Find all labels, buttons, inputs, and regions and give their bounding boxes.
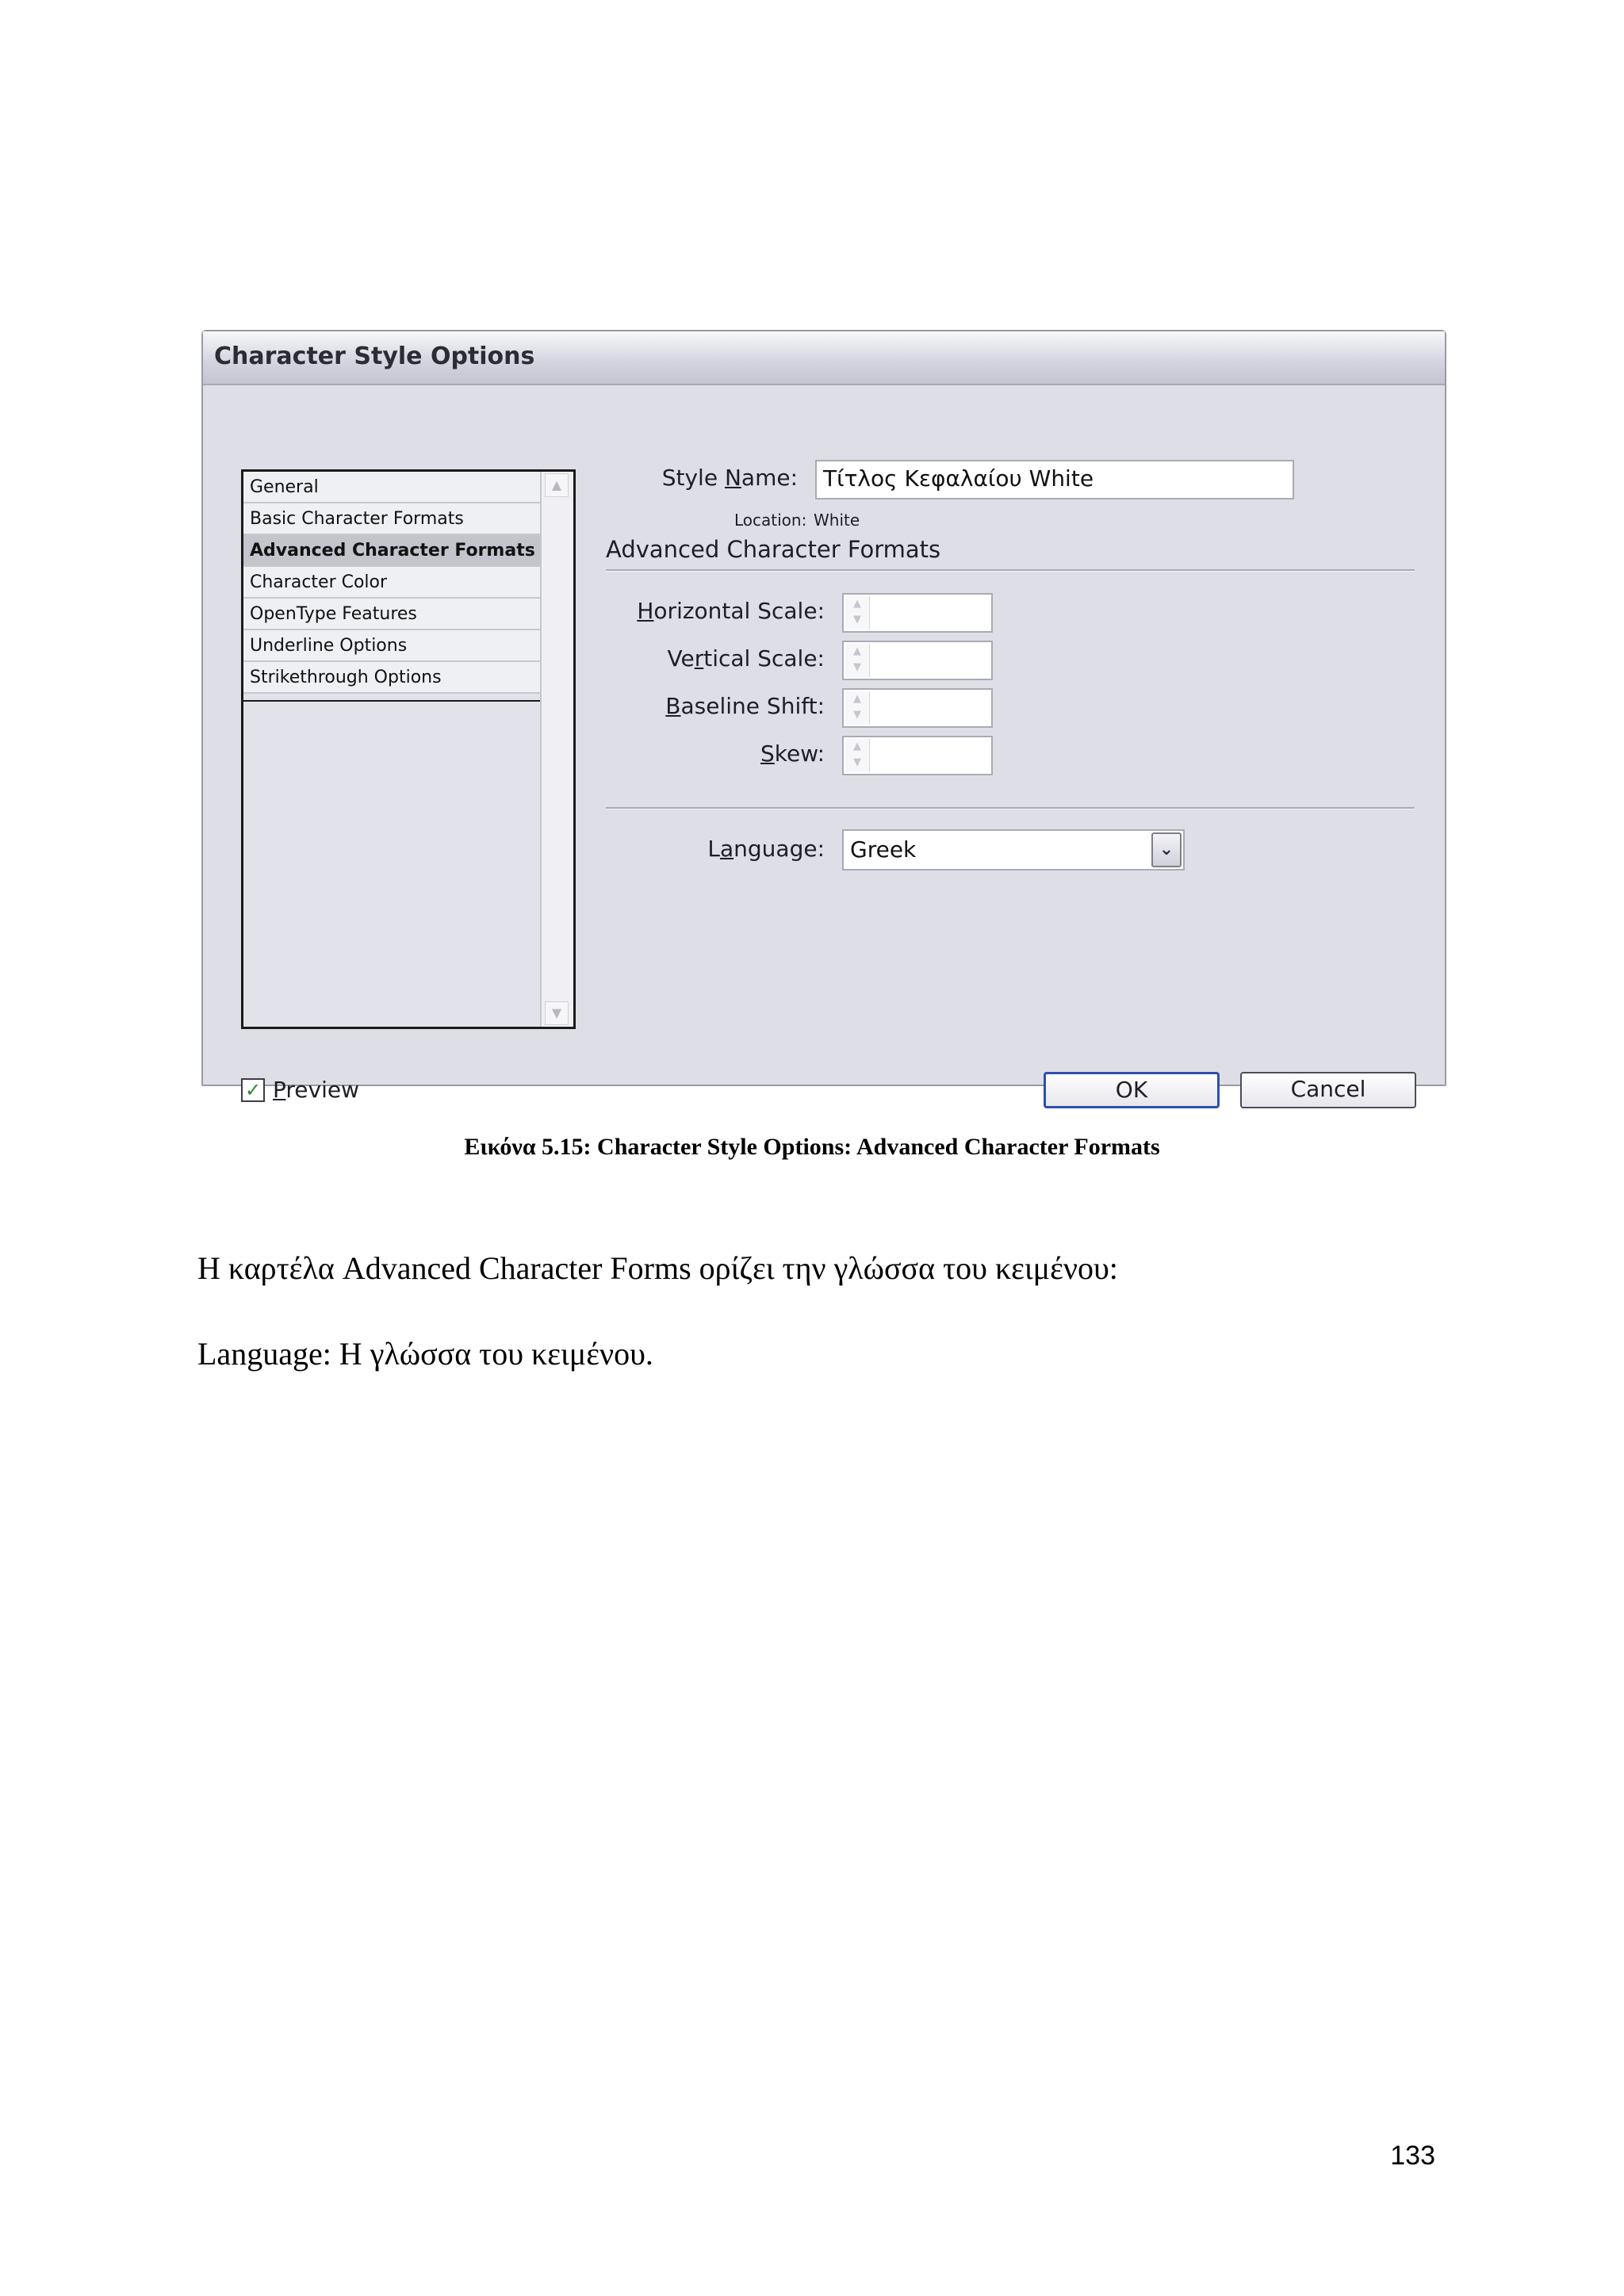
language-divider [606,807,1415,809]
category-list-empty-area [243,700,545,1027]
category-list [241,469,576,1029]
figure-caption: Εικόνα 5.15: Character Style Options: Advanced Character Formats [464,1134,1160,1160]
language-select[interactable] [842,829,1185,871]
chevron-down-icon[interactable]: ⌄ [1151,832,1182,867]
location-value: White [814,511,860,530]
spinner-arrows-icon[interactable]: ▲ ▼ [845,644,870,677]
vertical-scale-label: Vertical Scale: [667,645,825,672]
category-item[interactable]: Underline Options [243,630,545,662]
dialog-body [208,385,1440,1103]
scroll-up-icon[interactable]: ▲ [545,473,569,497]
vertical-scale-input[interactable] [842,641,993,680]
scroll-down-icon[interactable]: ▼ [545,1001,569,1025]
section-title: Advanced Character Formats [606,536,941,563]
cancel-button[interactable]: Cancel [1240,1072,1416,1108]
category-item[interactable]: Advanced Character Formats [243,535,545,567]
language-label: Language: [707,836,825,862]
section-divider [606,569,1415,572]
preview-checkbox[interactable]: ✓ [241,1078,265,1102]
ok-button[interactable]: OK [1044,1072,1220,1108]
style-name-label: Style Name: [661,465,798,491]
category-item[interactable]: OpenType Features [243,599,545,630]
horizontal-scale-input[interactable] [842,593,993,633]
category-item[interactable]: Basic Character Formats [243,503,545,535]
skew-input[interactable] [842,736,993,775]
paragraph-intro: Η καρτέλα Advanced Character Forms ορίζει την γλώσσα του κειμένου: [197,1250,1118,1286]
spinner-arrows-icon[interactable]: ▲ ▼ [845,739,870,772]
style-name-input[interactable]: Τίτλος Κεφαλαίου White [815,460,1294,499]
location-label: Location: [734,511,807,530]
category-item[interactable]: General [243,472,545,503]
category-item[interactable]: Character Color [243,567,545,599]
paragraph-language: Language: Η γλώσσα του κειμένου. [197,1336,653,1372]
category-list-scrollbar[interactable] [540,472,573,1027]
preview-label[interactable]: Preview [273,1077,360,1103]
language-value: Greek [850,836,917,863]
dialog-title: Character Style Options [214,342,535,370]
category-item[interactable]: Strikethrough Options [243,662,545,694]
category-items [243,472,545,694]
dialog-titlebar[interactable] [203,331,1445,385]
baseline-shift-label: Baseline Shift: [665,693,825,719]
baseline-shift-input[interactable] [842,688,993,728]
spinner-arrows-icon[interactable]: ▲ ▼ [845,691,870,725]
character-style-options-dialog [201,330,1446,1103]
page-number: 133 [1390,2141,1435,2171]
spinner-arrows-icon[interactable]: ▲ ▼ [845,596,870,629]
horizontal-scale-label: Horizontal Scale: [637,598,825,624]
skew-label: Skew: [760,740,825,767]
